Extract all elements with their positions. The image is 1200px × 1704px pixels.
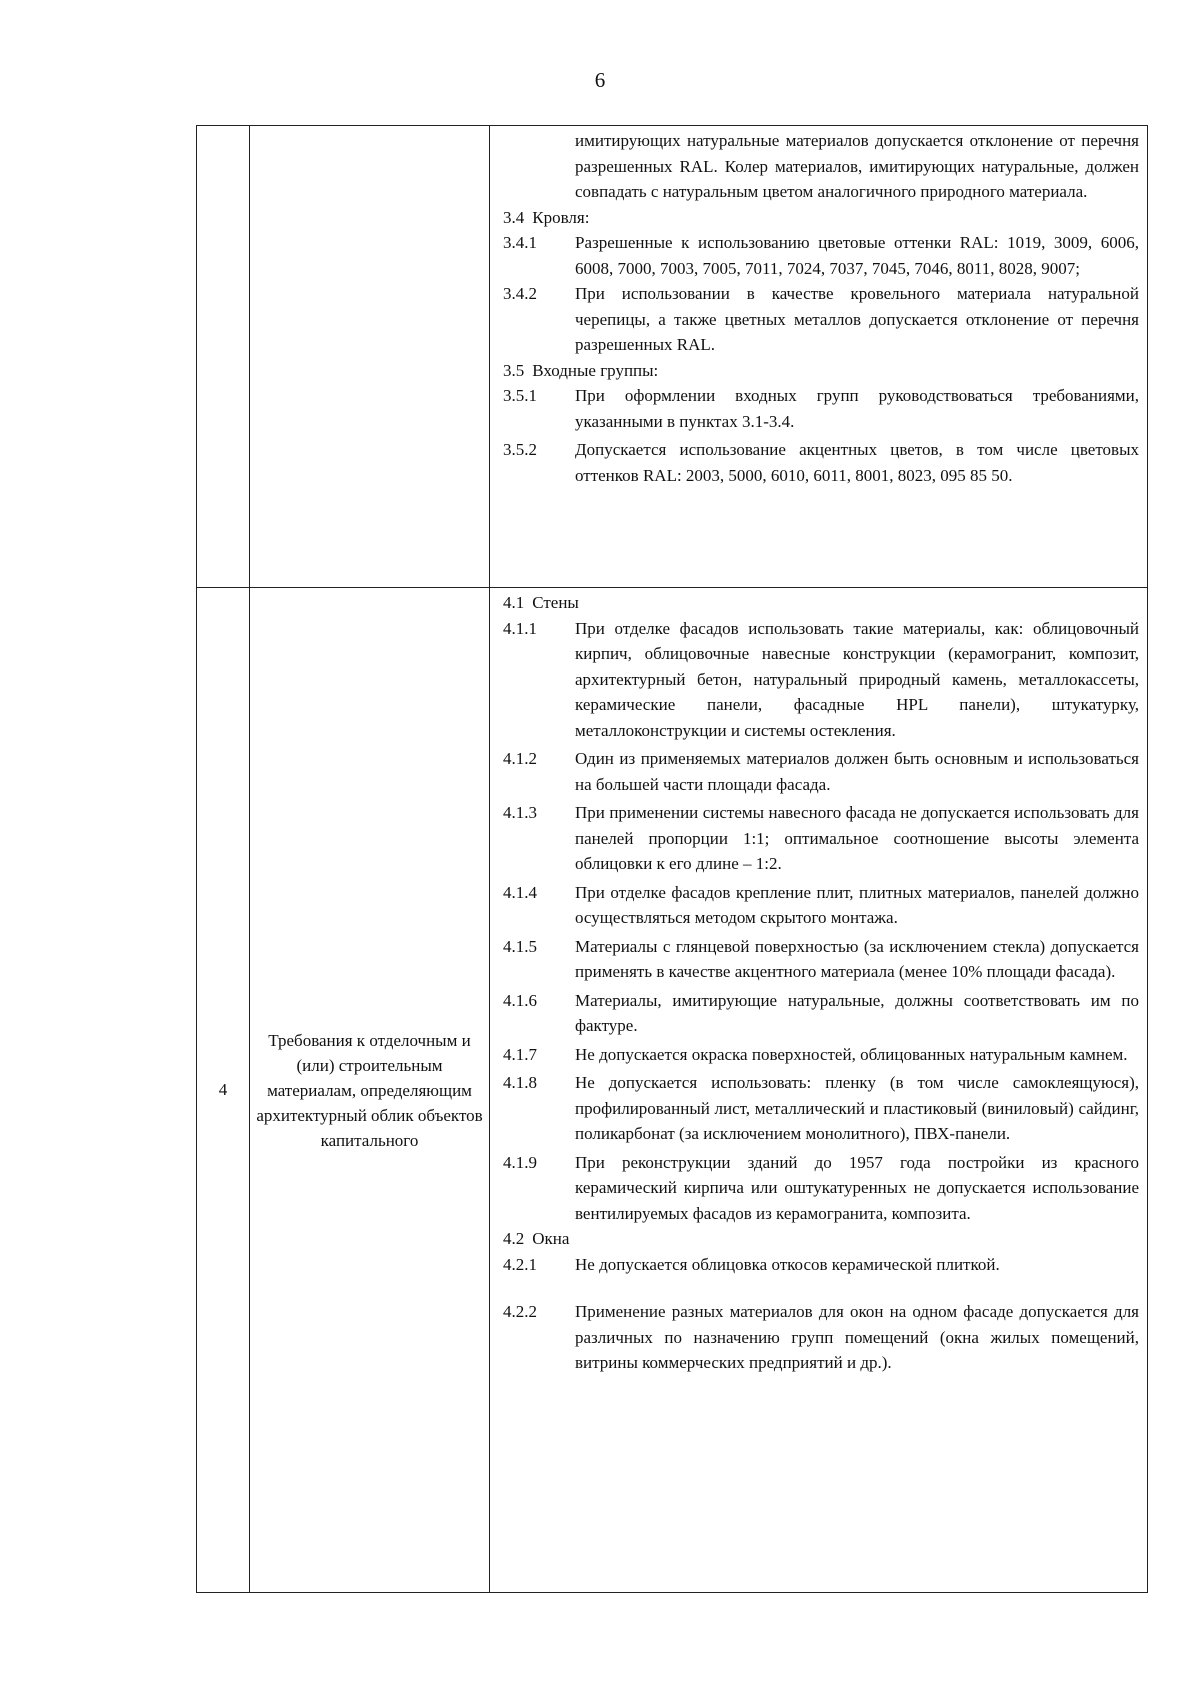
list-item [503,934,1139,985]
row-name-cell: Требования к отделочным и (или) строительным материалам, определяющим архитектурный облик объектов капитального [250,588,490,1593]
row-name-cell [250,126,490,588]
list-item [503,800,1139,877]
section-number: 3.5 [503,360,525,380]
list-item [503,1042,1139,1068]
item-number: 4.1.2 [503,749,537,768]
item-number: 4.1.4 [503,882,537,902]
section-number: 4.1 [503,593,525,612]
item-text: Один из применяемых материалов должен быть основным и использоваться на большей части площади фасада. [575,749,1139,794]
item-text: Не допускается облицовка откосов керамической плиткой. [575,1254,1000,1274]
item-text: При отделке фасадов использовать такие материалы, как: облицовочный кирпич, облицовочные навесные конструкции (керамогранит, композит, архитектурный бетон, натуральный природный камень, металлокассеты, керамические панели, фасадные HPL панели), штукатурку, металлоконструкции и системы остекления. [575,618,1139,740]
item-text: Применение разных материалов для окон на одном фасаде допускается для различных по назначению групп помещений (окна жилых помещений, витрины коммерческих предприятий и др.). [575,1302,1139,1372]
item-text: Разрешенные к использованию цветовые оттенки RAL: 1019, 3009, 6006, 6008, 7000, 7003, 7005, 7011, 7024, 7037, 7045, 7046, 8011, 8028, 9007; [575,233,1139,278]
list-item [503,988,1139,1039]
item-text: При реконструкции зданий до 1957 года постройки из красного керамический кирпича или оштукатуренных не допускается использование вентилируемых фасадов из керамогранита, композита. [575,1152,1139,1223]
item-number: 4.1.1 [503,618,537,638]
item-text: Не допускается окраска поверхностей, облицованных натуральным камнем. [575,1044,1128,1064]
row-number-cell: 4 [197,588,250,1593]
list-item [503,616,1139,744]
item-number: 4.1.9 [503,1152,537,1172]
requirements-table [196,125,1148,1593]
requirements-cell [490,126,1148,588]
item-text: При применении системы навесного фасада не допускается использовать для панелей пропорции 1:1; оптимальное соотношение высоты элемента облицовки к его длине – 1:2. [575,803,1139,873]
table-row [197,588,1148,1593]
section-number: 3.4 [503,207,525,227]
item-text: Материалы, имитирующие натуральные, должны соответствовать им по фактуре. [575,990,1139,1035]
list-item [503,1299,1139,1376]
list-item [503,281,1139,358]
list-item [503,383,1139,434]
item-number: 4.1.7 [503,1044,537,1064]
item-number: 4.2.1 [503,1254,537,1274]
list-item [503,746,1139,797]
list-item [503,1070,1139,1147]
item-number: 3.4.1 [503,233,537,252]
page-number: 6 [594,68,606,92]
item-number: 4.2.2 [503,1302,537,1321]
item-number: 3.5.1 [503,386,537,405]
list-item [503,880,1139,931]
item-number: 4.1.6 [503,990,537,1010]
list-item [503,1252,1139,1278]
section-title: Кровля: [532,207,590,227]
section-number: 4.2 [503,1229,525,1248]
section-heading-walls [503,590,1139,616]
list-item [503,1150,1139,1227]
item-number: 4.1.5 [503,936,537,956]
item-text: Допускается использование акцентных цветов, в том числе цветовых оттенков RAL: 2003, 5000, 6010, 6011, 8001, 8023, 095 85 50. [575,440,1139,485]
section-title: Входные группы: [532,360,659,380]
section-heading-entry [503,358,1139,384]
item-text: При использовании в качестве кровельного материала натуральной черепицы, а также цветных металлов допускается отклонение от перечня разрешенных RAL. [575,284,1139,354]
item-number: 4.1.8 [503,1073,537,1092]
item-text: Материалы с глянцевой поверхностью (за исключением стекла) допускается применять в качестве акцентного материала (менее 10% площади фасада). [575,936,1139,981]
item-number: 3.4.2 [503,284,537,303]
row-number-cell [197,126,250,588]
item-number: 3.5.2 [503,440,537,459]
continuation-text: имитирующих натуральные материалов допускается отклонение от перечня разрешенных RAL. Колер материалов, имитирующих натуральные, должен совпадать с натуральным цветом аналогичного природного материала. [575,131,1139,201]
item-text: Не допускается использовать: пленку (в том числе самоклеящуюся), профилированный лист, металлический и пластиковый (виниловый) сайдинг, поликарбонат (за исключением монолитного), ПВХ-панели. [575,1073,1139,1143]
item-number: 4.1.3 [503,803,537,822]
table-row [197,126,1148,588]
section-heading-roof [503,205,1139,231]
section-heading-windows [503,1226,1139,1252]
list-item [503,437,1139,488]
requirements-cell [490,588,1148,1593]
section-title: Стены [532,593,579,612]
section-title: Окна [532,1229,570,1248]
list-item [503,230,1139,281]
item-text: При отделке фасадов крепление плит, плитных материалов, панелей должно осуществляться методом скрытого монтажа. [575,882,1139,927]
item-text: При оформлении входных групп руководствоваться требованиями, указанными в пунктах 3.1-3.4. [575,386,1139,431]
